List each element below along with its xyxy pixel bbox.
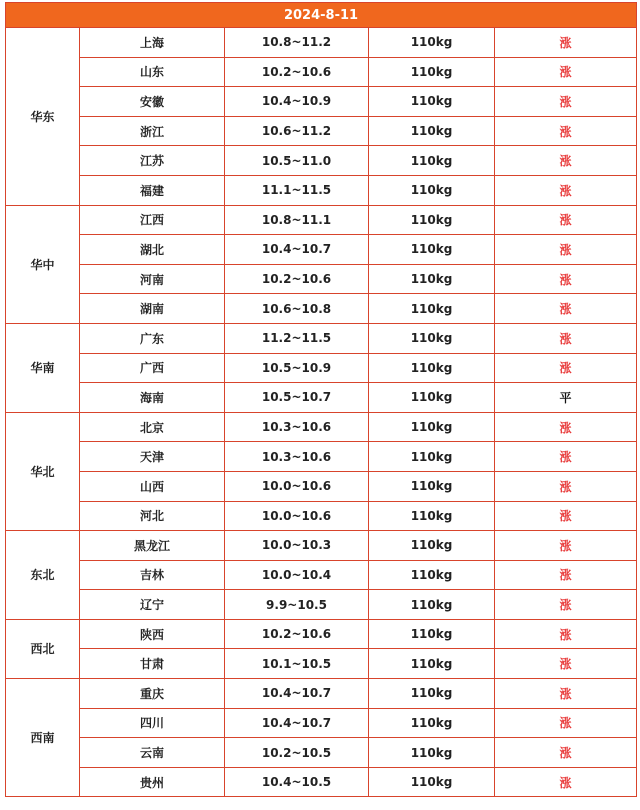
table-row	[6, 116, 637, 146]
table-row	[6, 294, 637, 324]
price-range-cell: 10.0~10.3	[225, 531, 369, 561]
table-row	[6, 560, 637, 590]
weight-cell: 110kg	[369, 738, 495, 768]
weight-cell: 110kg	[369, 679, 495, 709]
province-cell: 江苏	[80, 146, 225, 176]
trend-cell: 涨	[495, 87, 637, 117]
weight-cell: 110kg	[369, 619, 495, 649]
weight-cell: 110kg	[369, 649, 495, 679]
price-range-cell: 10.4~10.7	[225, 708, 369, 738]
weight-cell: 110kg	[369, 442, 495, 472]
trend-cell: 涨	[495, 294, 637, 324]
table-row	[6, 353, 637, 383]
trend-cell: 涨	[495, 57, 637, 87]
region-label: 华南	[6, 323, 80, 412]
table-row	[6, 264, 637, 294]
weight-cell: 110kg	[369, 560, 495, 590]
table-row	[6, 412, 637, 442]
province-cell: 陕西	[80, 619, 225, 649]
weight-cell: 110kg	[369, 294, 495, 324]
price-range-cell: 10.8~11.1	[225, 205, 369, 235]
region-label: 西北	[6, 619, 80, 678]
province-cell: 云南	[80, 738, 225, 768]
table-row	[6, 442, 637, 472]
province-cell: 河北	[80, 501, 225, 531]
region-label: 华东	[6, 28, 80, 206]
region-label: 东北	[6, 531, 80, 620]
price-range-cell: 10.4~10.5	[225, 767, 369, 797]
trend-cell: 涨	[495, 708, 637, 738]
trend-cell: 涨	[495, 28, 637, 58]
price-range-cell: 10.4~10.9	[225, 87, 369, 117]
table-row	[6, 383, 637, 413]
weight-cell: 110kg	[369, 264, 495, 294]
trend-cell: 涨	[495, 412, 637, 442]
province-cell: 辽宁	[80, 590, 225, 620]
weight-cell: 110kg	[369, 146, 495, 176]
trend-cell: 涨	[495, 738, 637, 768]
weight-cell: 110kg	[369, 28, 495, 58]
trend-cell: 涨	[495, 146, 637, 176]
table-date-header: 2024-8-11	[6, 3, 637, 28]
weight-cell: 110kg	[369, 412, 495, 442]
price-range-cell: 10.2~10.6	[225, 57, 369, 87]
table-row	[6, 619, 637, 649]
province-cell: 北京	[80, 412, 225, 442]
price-range-cell: 10.2~10.6	[225, 619, 369, 649]
weight-cell: 110kg	[369, 471, 495, 501]
price-range-cell: 9.9~10.5	[225, 590, 369, 620]
price-range-cell: 10.5~10.7	[225, 383, 369, 413]
price-range-cell: 10.2~10.5	[225, 738, 369, 768]
province-cell: 四川	[80, 708, 225, 738]
table-row	[6, 767, 637, 797]
table-row	[6, 501, 637, 531]
province-cell: 重庆	[80, 679, 225, 709]
province-cell: 广西	[80, 353, 225, 383]
weight-cell: 110kg	[369, 383, 495, 413]
trend-cell: 涨	[495, 501, 637, 531]
province-cell: 浙江	[80, 116, 225, 146]
table-row	[6, 738, 637, 768]
weight-cell: 110kg	[369, 235, 495, 265]
table-row	[6, 649, 637, 679]
weight-cell: 110kg	[369, 590, 495, 620]
price-range-cell: 10.3~10.6	[225, 442, 369, 472]
weight-cell: 110kg	[369, 323, 495, 353]
table-row	[6, 205, 637, 235]
price-range-cell: 10.0~10.4	[225, 560, 369, 590]
trend-cell: 涨	[495, 590, 637, 620]
province-cell: 山东	[80, 57, 225, 87]
table-row	[6, 175, 637, 205]
price-range-cell: 10.6~10.8	[225, 294, 369, 324]
table-row	[6, 87, 637, 117]
trend-cell: 涨	[495, 442, 637, 472]
province-cell: 湖南	[80, 294, 225, 324]
province-cell: 上海	[80, 28, 225, 58]
table-row	[6, 471, 637, 501]
province-cell: 湖北	[80, 235, 225, 265]
price-table	[5, 2, 637, 797]
weight-cell: 110kg	[369, 175, 495, 205]
price-range-cell: 10.6~11.2	[225, 116, 369, 146]
province-cell: 海南	[80, 383, 225, 413]
price-range-cell: 10.5~10.9	[225, 353, 369, 383]
price-range-cell: 10.4~10.7	[225, 679, 369, 709]
price-range-cell: 10.0~10.6	[225, 471, 369, 501]
province-cell: 河南	[80, 264, 225, 294]
trend-cell: 涨	[495, 264, 637, 294]
weight-cell: 110kg	[369, 116, 495, 146]
trend-cell: 涨	[495, 679, 637, 709]
province-cell: 江西	[80, 205, 225, 235]
price-range-cell: 11.1~11.5	[225, 175, 369, 205]
trend-cell: 涨	[495, 531, 637, 561]
province-cell: 安徽	[80, 87, 225, 117]
table-row	[6, 531, 637, 561]
trend-cell: 涨	[495, 353, 637, 383]
trend-cell: 涨	[495, 116, 637, 146]
table-row	[6, 28, 637, 58]
table-row	[6, 679, 637, 709]
weight-cell: 110kg	[369, 205, 495, 235]
weight-cell: 110kg	[369, 501, 495, 531]
trend-cell: 涨	[495, 175, 637, 205]
trend-cell: 涨	[495, 235, 637, 265]
province-cell: 山西	[80, 471, 225, 501]
trend-cell: 涨	[495, 471, 637, 501]
trend-cell: 涨	[495, 767, 637, 797]
trend-cell: 平	[495, 383, 637, 413]
province-cell: 贵州	[80, 767, 225, 797]
province-cell: 天津	[80, 442, 225, 472]
price-range-cell: 11.2~11.5	[225, 323, 369, 353]
price-range-cell: 10.1~10.5	[225, 649, 369, 679]
price-range-cell: 10.0~10.6	[225, 501, 369, 531]
price-range-cell: 10.5~11.0	[225, 146, 369, 176]
province-cell: 吉林	[80, 560, 225, 590]
table-row	[6, 57, 637, 87]
region-label: 华北	[6, 412, 80, 530]
price-range-cell: 10.3~10.6	[225, 412, 369, 442]
table-row	[6, 590, 637, 620]
trend-cell: 涨	[495, 205, 637, 235]
trend-cell: 涨	[495, 619, 637, 649]
table-row	[6, 708, 637, 738]
table-body	[6, 28, 637, 797]
price-range-cell: 10.4~10.7	[225, 235, 369, 265]
weight-cell: 110kg	[369, 353, 495, 383]
weight-cell: 110kg	[369, 531, 495, 561]
trend-cell: 涨	[495, 560, 637, 590]
trend-cell: 涨	[495, 323, 637, 353]
weight-cell: 110kg	[369, 708, 495, 738]
weight-cell: 110kg	[369, 57, 495, 87]
province-cell: 广东	[80, 323, 225, 353]
province-cell: 黑龙江	[80, 531, 225, 561]
weight-cell: 110kg	[369, 767, 495, 797]
price-range-cell: 10.8~11.2	[225, 28, 369, 58]
region-label: 华中	[6, 205, 80, 323]
province-cell: 福建	[80, 175, 225, 205]
trend-cell: 涨	[495, 649, 637, 679]
table-row	[6, 235, 637, 265]
price-range-cell: 10.2~10.6	[225, 264, 369, 294]
weight-cell: 110kg	[369, 87, 495, 117]
table-row	[6, 323, 637, 353]
table-row	[6, 146, 637, 176]
province-cell: 甘肃	[80, 649, 225, 679]
region-label: 西南	[6, 679, 80, 797]
